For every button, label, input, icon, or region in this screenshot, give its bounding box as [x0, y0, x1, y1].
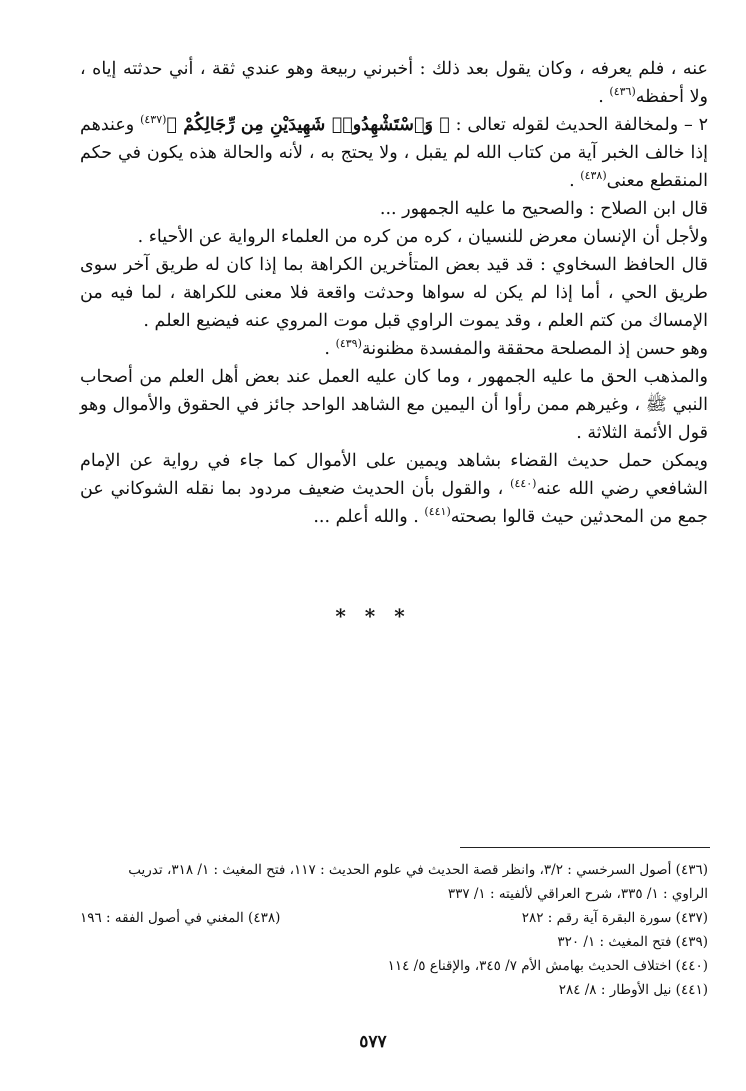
footnote-436-continued: الراوي : ١/ ٣٣٥، شرح العراقي لألفيته : ١/ ٣٣٧ [447, 886, 708, 902]
paragraph [80, 55, 708, 111]
footnote-440: (٤٤٠) اختلاف الحديث بهامش الأم ٧/ ٣٤٥، والإقناع ٥/ ١١٤ [387, 958, 708, 974]
paragraph: قال الحافظ السخاوي : قد قيد بعض المتأخرين الكراهة بما إذا كان له طريق آخر سوى طريق الحي ، أما إذا لم يكن له سواها وحدثت واقعة فلا معنى للكراهة ، لما فيه من الإمساك من كتم العلم ، وقد يموت الراوي قبل موت المروي عنه فيضيع العلم . [80, 255, 708, 331]
footnote-439: (٤٣٩) فتح المغيث : ١/ ٣٢٠ [557, 934, 708, 950]
punctuation: . [569, 171, 575, 191]
quran-verse: ﴿ وَٱسْتَشْهِدُوا۟ شَهِيدَيْنِ مِن رِّجَالِكُمْ ﴾ [166, 115, 450, 135]
paragraph-text: ، والقول بأن الحديث ضعيف مردود بما نقله الشوكاني عن جمع من المحدثين حيث قالوا بصحته [80, 479, 708, 527]
footnote-438: (٤٣٨) المغني في أصول الفقه : ١٩٦ [80, 910, 281, 926]
paragraph: والمذهب الحق ما عليه الجمهور ، وما كان عليه العمل عند بعض أهل العلم من أصحاب النبي ﷺ ، وغيرهم ممن رأوا أن اليمين مع الشاهد الواحد جائز في الحقوق والأموال وهو قول الأئمة الثلاثة . [80, 367, 708, 443]
footnotes [80, 858, 708, 1002]
footnote-ref[interactable]: (٤٣٩) [335, 337, 362, 350]
paragraph [80, 335, 708, 363]
paragraph-text: وهو حسن إذ المصلحة محققة والمفسدة مظنونة [361, 339, 708, 359]
footnote-ref[interactable]: (٤٣٨) [580, 169, 607, 182]
punctuation: . [598, 87, 604, 107]
paragraph: قال ابن الصلاح : والصحيح ما عليه الجمهور ... [379, 199, 708, 219]
paragraph-text: وعندهم إذا خالف الخبر آية من كتاب الله لم يقبل ، ولا يحتج به ، لأنه والحالة هذه يكون في حكم المنقطع معنى [80, 115, 708, 191]
footnote-ref[interactable]: (٤٤٠) [510, 477, 537, 490]
footnote-ref[interactable]: (٤٣٦) [609, 85, 636, 98]
paragraph [80, 447, 708, 531]
punctuation: . [324, 339, 330, 359]
paragraph-text: ويمكن حمل حديث القضاء بشاهد ويمين على الأموال كما جاء في رواية عن الإمام الشافعي رضي الله عنه [80, 451, 708, 499]
item-two-intro: ٢ – ولمخالفة الحديث لقوله تعالى : [455, 115, 708, 135]
paragraph-text: عنه ، فلم يعرفه ، وكان يقول بعد ذلك : أخبرني ربيعة وهو عندي ثقة ، أني حدثته إياه ، ولا أحفظه [80, 59, 708, 107]
page-number: ٥٧٧ [359, 1032, 387, 1052]
footnote-441: (٤٤١) نيل الأوطار : ٨/ ٢٨٤ [558, 982, 708, 998]
footnote-436: (٤٣٦) أصول السرخسي : ٣/٢، وانظر قصة الحديث في علوم الحديث : ١١٧، فتح المغيث : ١/ ٣١٨، تدريب [128, 862, 708, 878]
footnote-row [80, 906, 708, 930]
main-text [80, 55, 708, 531]
footnote-divider [460, 847, 710, 848]
footnote-ref[interactable]: (٤٤١) [424, 505, 451, 518]
paragraph-text: . والله أعلم ... [313, 507, 419, 527]
section-separator: * * * [335, 604, 411, 628]
paragraph: ولأجل أن الإنسان معرض للنسيان ، كره من كره من العلماء الرواية عن الأحياء . [137, 227, 708, 247]
paragraph [80, 111, 708, 195]
footnote-ref[interactable]: (٤٣٧) [140, 113, 167, 126]
footnote-437: (٤٣٧) سورة البقرة آية رقم : ٢٨٢ [521, 910, 708, 926]
